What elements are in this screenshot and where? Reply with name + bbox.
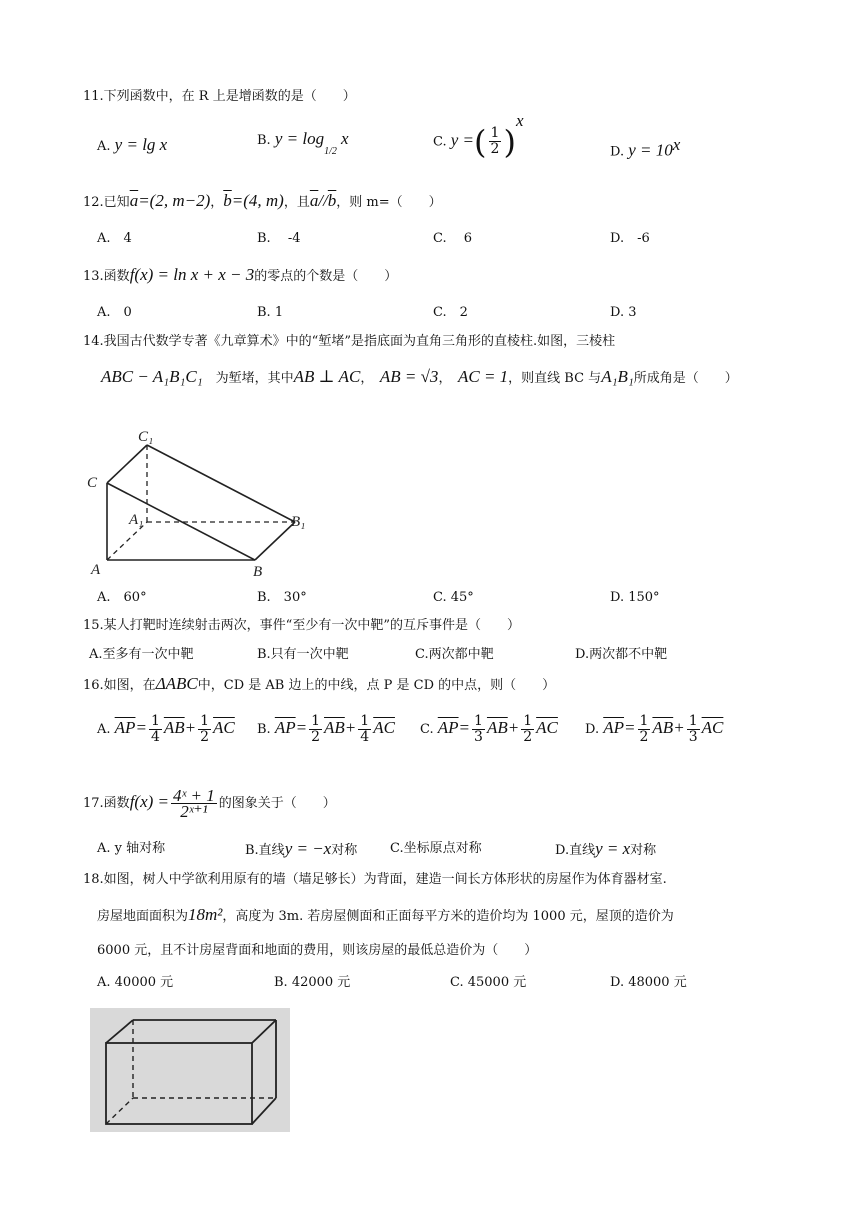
q13-stem: 13.函数f(x) = ln x + x − 3的零点的个数是（ ）: [83, 265, 398, 284]
q11-stem: 11.下列函数中，在 R 上是增函数的是（ ）: [83, 89, 356, 104]
q14-option-a: A. 60°: [97, 590, 147, 605]
label-c: C: [87, 475, 98, 491]
q18-option-b: B. 42000 元: [274, 975, 351, 990]
q17-stem: 17.函数f(x) = $\frac{\text{4ˣ + 1}}{\text{2ˣ⁺¹}}$ 的图象关于（ ）: [83, 786, 336, 821]
q17-option-c: C.坐标原点对称: [390, 841, 482, 856]
q18-option-a: A. 40000 元: [97, 975, 174, 990]
q12-option-d: D. -6: [610, 231, 650, 246]
label-b: B: [253, 564, 263, 580]
q13-option-d: D. 3: [610, 305, 637, 320]
q11-option-d: D. $y = 10^x$: [610, 135, 681, 160]
q13-option-c: C. 2: [433, 305, 468, 320]
label-a1: A₁: [129, 512, 144, 528]
q12-option-a: A. 4: [97, 231, 132, 246]
q16-option-b: B. $\overline{AP}=$ $\frac{1}{2}$ $\overline{AB}+$ $\frac{1}{4}$ $\overline{AC}$: [257, 713, 395, 745]
q13-option-a: A. 0: [97, 305, 132, 320]
q14-stem-line1: 14.我国古代数学专著《九章算术》中的“堑堵”是指底面为直角三角形的直棱柱.如图，三棱柱: [83, 334, 616, 349]
q15-stem: 15.某人打靶时连续射击两次，事件“至少有一次中靶”的互斥事件是（ ）: [83, 618, 520, 633]
q17-option-d: D.直线y = x对称: [555, 839, 657, 858]
q12-stem: 12.已知$\overline{a}=(2$, m−2)，$\overline{b}=(4$, m)，且$\overline{a}//\overline{b}$，则 m=（ ）: [83, 191, 442, 210]
label-b1: B₁: [291, 514, 306, 530]
q16-option-c: C. $\overline{AP}=$ $\frac{1}{3}$ $\overline{AB}+$ $\frac{1}{2}$ $\overline{AC}$: [420, 713, 558, 745]
q18-stem-line1: 18.如图，树人中学欲利用原有的墙（墙足够长）为背面，建造一间长方体形状的房屋作为体育器材室.: [83, 872, 667, 887]
q18-option-d: D. 48000 元: [610, 975, 687, 990]
q11-option-c: C. y =( $\frac{1}{2}$ )$^x$: [433, 111, 524, 161]
q14-option-c: C. 45°: [433, 590, 474, 605]
prism-figure: [85, 425, 325, 585]
label-c1: C₁: [138, 429, 154, 445]
q15-option-a: A.至多有一次中靶: [89, 647, 194, 662]
q12-option-b: B. -4: [257, 231, 301, 246]
q14-option-b: B. 30°: [257, 590, 307, 605]
q18-stem-line2: 房屋地面面积为18m²，高度为 3m. 若房屋侧面和正面每平方米的造价均为 1000 元，屋顶的造价为: [97, 905, 674, 924]
q18-option-c: C. 45000 元: [450, 975, 527, 990]
label-a: A: [91, 562, 101, 578]
q15-option-b: B.只有一次中靶: [257, 647, 349, 662]
q16-stem: 16.如图，在ΔABC中，CD 是 AB 边上的中线，点 P 是 CD 的中点，则（ ）: [83, 674, 556, 693]
q16-option-a: A. $\overline{AP}=$ $\frac{1}{4}$ $\overline{AB}+$ $\frac{1}{2}$ $\overline{AC}$: [97, 713, 235, 745]
q17-option-a: A. y 轴对称: [97, 841, 166, 856]
q18-stem-line3: 6000 元，且不计房屋背面和地面的费用，则该房屋的最低总造价为（ ）: [97, 943, 538, 958]
q15-option-c: C.两次都中靶: [415, 647, 494, 662]
box-figure: [90, 1008, 290, 1132]
q12-option-c: C. 6: [433, 231, 473, 246]
q17-option-b: B.直线y = −x对称: [245, 839, 358, 858]
q11-option-a: A. y = lg x: [97, 135, 168, 154]
q16-option-d: D. $\overline{AP}=$ $\frac{1}{2}$ $\overline{AB}+$ $\frac{1}{3}$ $\overline{AC}$: [585, 713, 724, 745]
q15-option-d: D.两次都不中靶: [575, 647, 668, 662]
q13-option-b: B. 1: [257, 305, 284, 320]
q11-option-b: B. $y = \log_{1/2} x$: [257, 129, 349, 157]
q14-option-d: D. 150°: [610, 590, 660, 605]
q14-stem-line2: ABC − A₁B₁C₁ 为堑堵，其中AB ⊥ AC， AB = √3， AC = 1，则直线 BC 与A₁B₁所成角是（ ）: [101, 367, 738, 386]
